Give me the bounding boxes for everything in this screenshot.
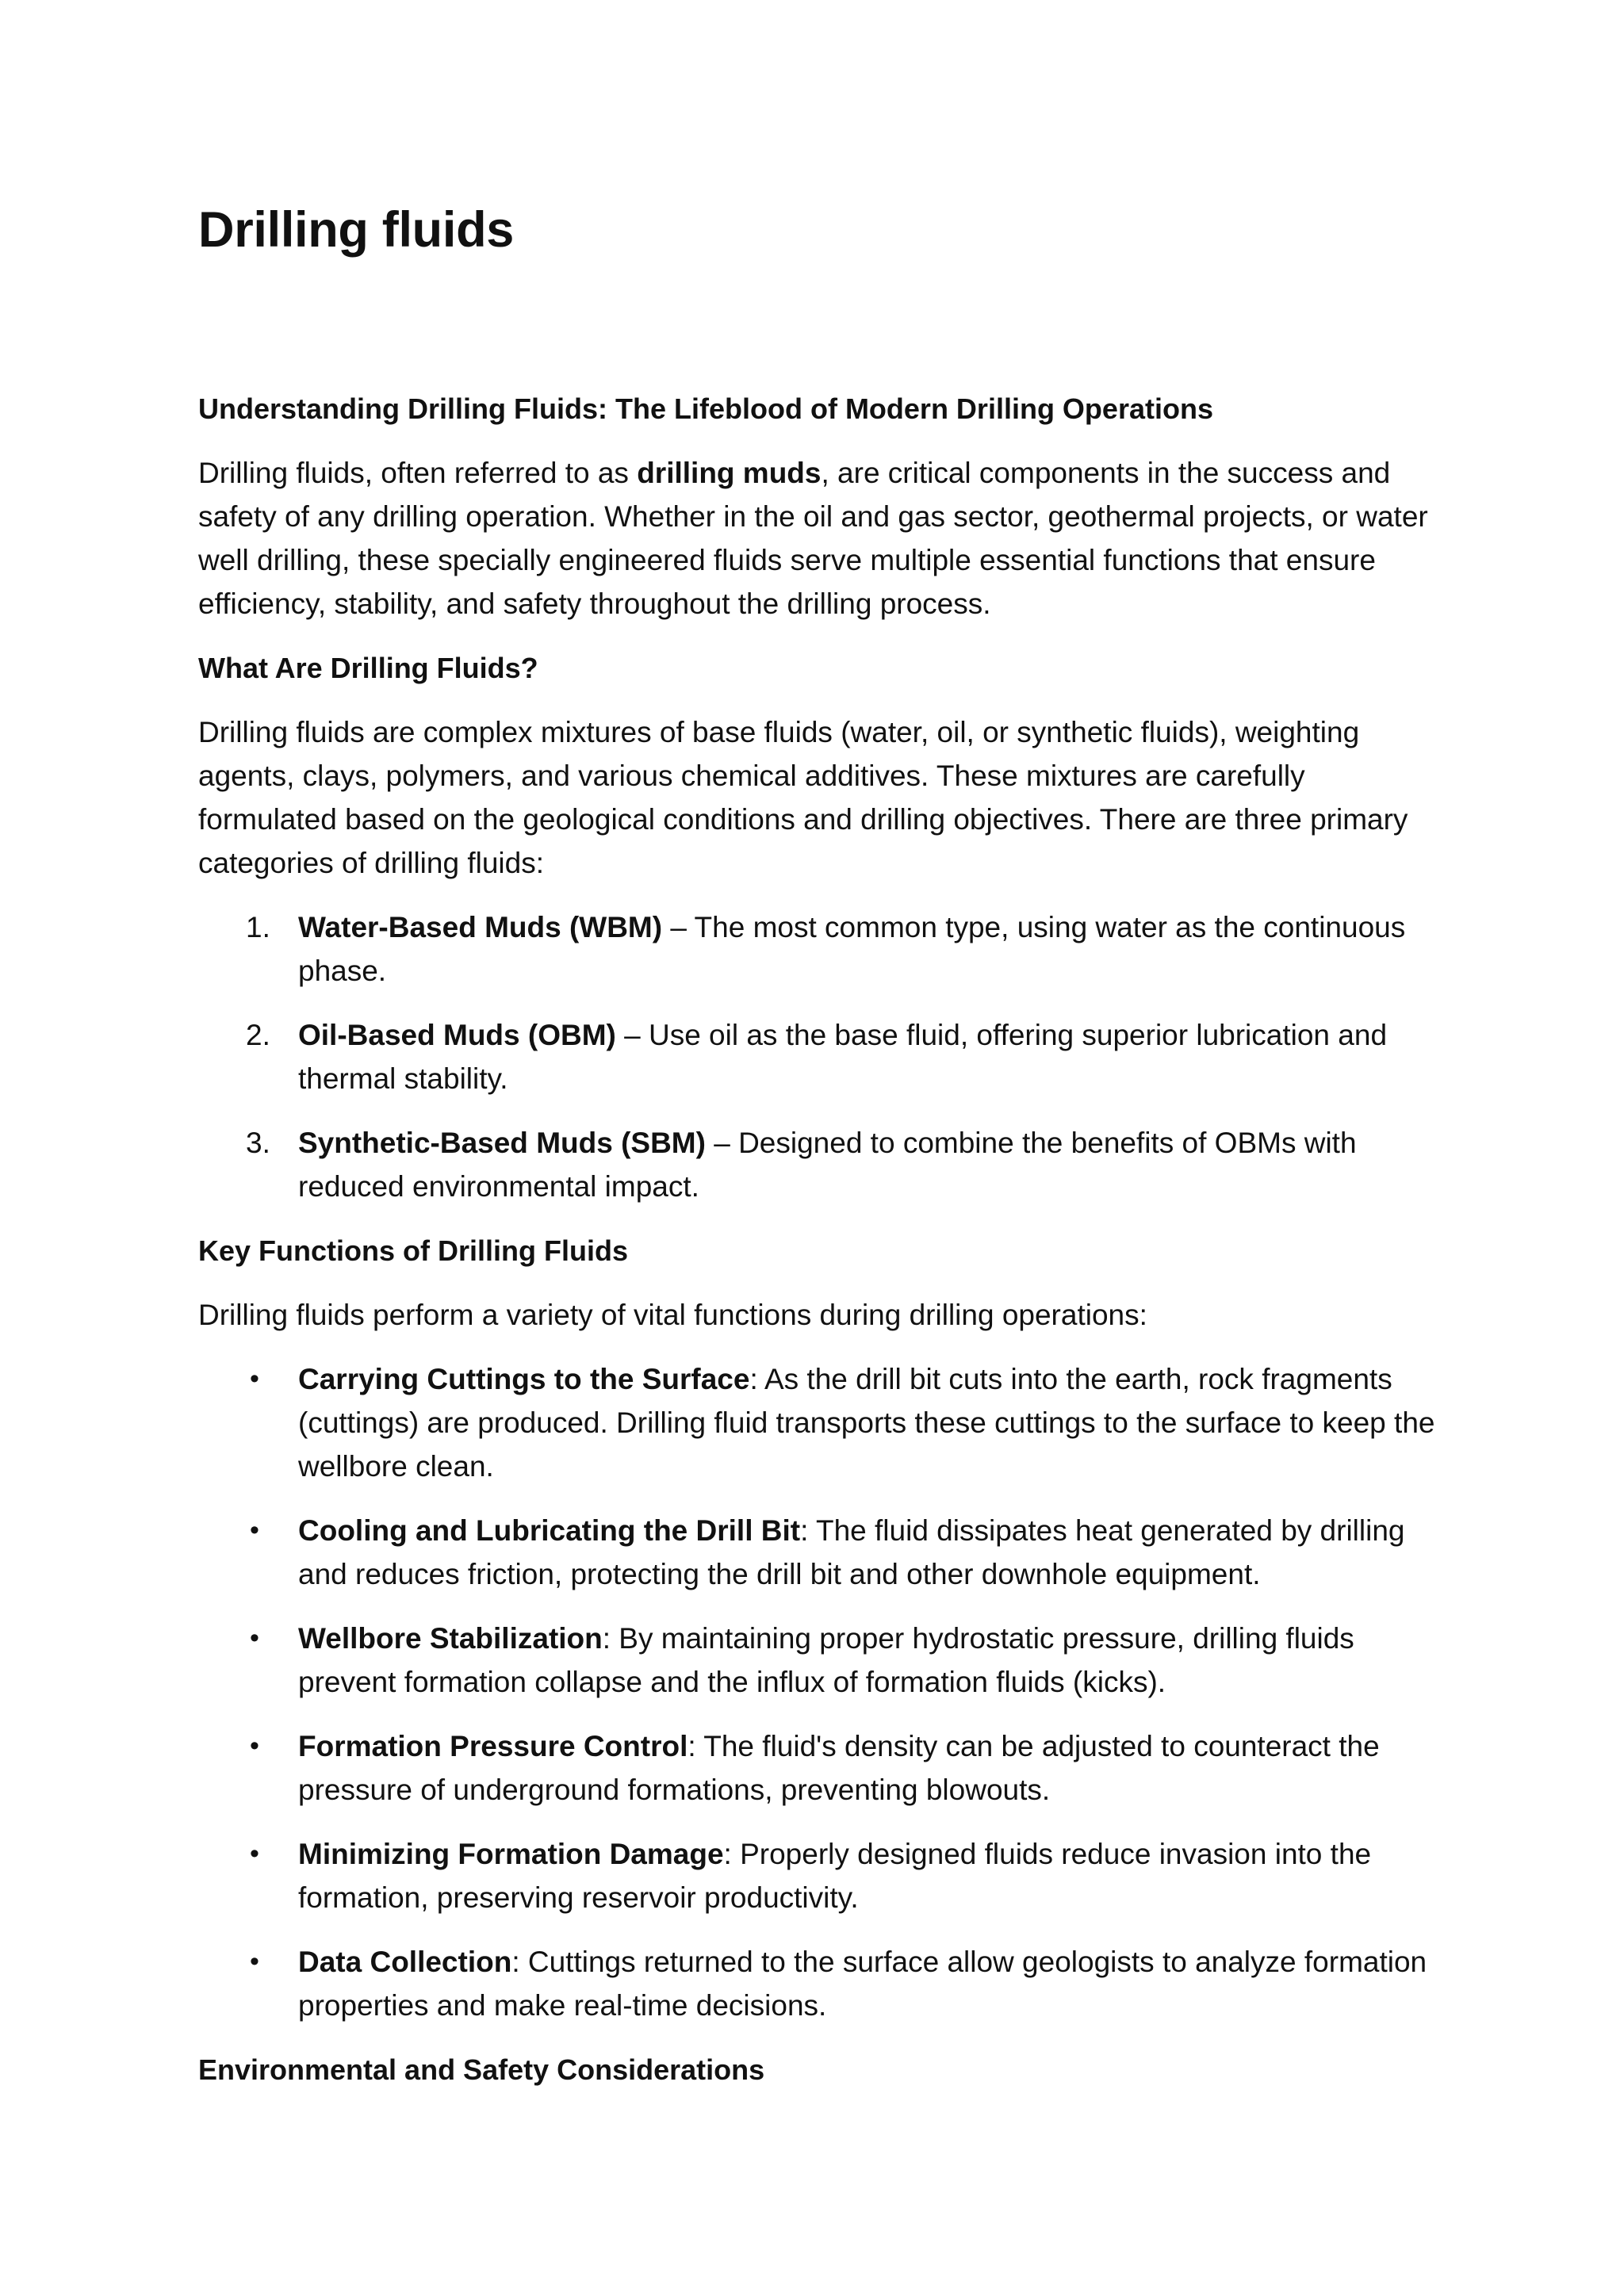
what-paragraph: Drilling fluids are complex mixtures of base fluids (water, oil, or synthetic fluids), weighting agents, clays, polymers, and various chemical additives. These mixtures are carefully formulated based on the geological conditions and drilling objectives. There are three primary categories of drilling fluids: [198,716,1408,879]
list-item-text: : The fluid's density can be adjusted to counteract the pressure of underground formations, preventing blowouts. [298,1730,1380,1806]
list-item [198,1724,1435,1812]
list-number: 3. [246,1127,270,1159]
list-item-text: – Designed to combine the benefits of OBMs with reduced environmental impact. [298,1127,1357,1203]
list-item [198,1509,1435,1596]
list-number: 2. [246,1019,270,1051]
list-item-term: Carrying Cuttings to the Surface [298,1363,750,1395]
bullet-icon: • [250,1623,259,1653]
list-item [198,1832,1435,1919]
list-item-term: Formation Pressure Control [298,1730,688,1762]
list-item-text: – Use oil as the base fluid, offering superior lubrication and thermal stability. [298,1019,1388,1095]
list-item-text: : The fluid dissipates heat generated by drilling and reduces friction, protecting the drill bit and other downhole equipment. [298,1514,1405,1590]
functions-paragraph: Drilling fluids perform a variety of vital functions during drilling operations: [198,1299,1147,1331]
list-item-text: : Properly designed fluids reduce invasion into the formation, preserving reservoir productivity. [298,1838,1372,1914]
bullet-icon: • [250,1946,259,1976]
page-title: Drilling fluids [198,202,514,258]
bullet-icon: • [250,1364,259,1394]
list-item [198,1013,1435,1100]
list-item-text: : As the drill bit cuts into the earth, rock fragments (cuttings) are produced. Drilling fluid transports these cuttings to the surface to keep the wellbore clean. [298,1363,1435,1483]
list-item-term: Data Collection [298,1946,512,1978]
list-item [198,1357,1435,1488]
functions-list [198,1357,1435,2027]
list-item [198,905,1435,993]
section-heading-what: What Are Drilling Fluids? [198,652,538,684]
list-item-term: Wellbore Stabilization [298,1622,603,1655]
section-heading-environmental: Environmental and Safety Considerations [198,2053,765,2086]
mud-types-list [198,905,1435,1208]
intro-bold-term: drilling muds [637,457,822,489]
list-item-text: : Cuttings returned to the surface allow geologists to analyze formation properties and make real-time decisions. [298,1946,1427,2022]
document-body [198,387,1435,2112]
list-item-term: Synthetic-Based Muds (SBM) [298,1127,706,1159]
intro-paragraph [198,451,1435,626]
bullet-icon: • [250,1839,259,1869]
list-item-term: Minimizing Formation Damage [298,1838,724,1870]
list-item-text: : By maintaining proper hydrostatic pressure, drilling fluids prevent formation collapse and the influx of formation fluids (kicks). [298,1622,1354,1698]
list-item-term: Water-Based Muds (WBM) [298,911,663,943]
list-item [198,1121,1435,1208]
list-item-text: – The most common type, using water as the continuous phase. [298,911,1406,987]
list-item-term: Oil-Based Muds (OBM) [298,1019,616,1051]
intro-text-start: Drilling fluids, often referred to as [198,457,638,489]
bullet-icon: • [250,1731,259,1761]
list-item-term: Cooling and Lubricating the Drill Bit [298,1514,801,1547]
section-heading-intro: Understanding Drilling Fluids: The Lifeblood of Modern Drilling Operations [198,392,1213,425]
section-heading-functions: Key Functions of Drilling Fluids [198,1234,629,1267]
list-item [198,1940,1435,2027]
bullet-icon: • [250,1515,259,1545]
intro-text-end: , are critical components in the success and safety of any drilling operation. Whether in the oil and gas sector, geothermal projects, or water well drilling, these specially engineered fluids serve multiple essential functions that ensure efficiency, stability, and safety throughout the drilling process. [198,457,1428,620]
list-number: 1. [246,911,270,943]
list-item [198,1617,1435,1704]
